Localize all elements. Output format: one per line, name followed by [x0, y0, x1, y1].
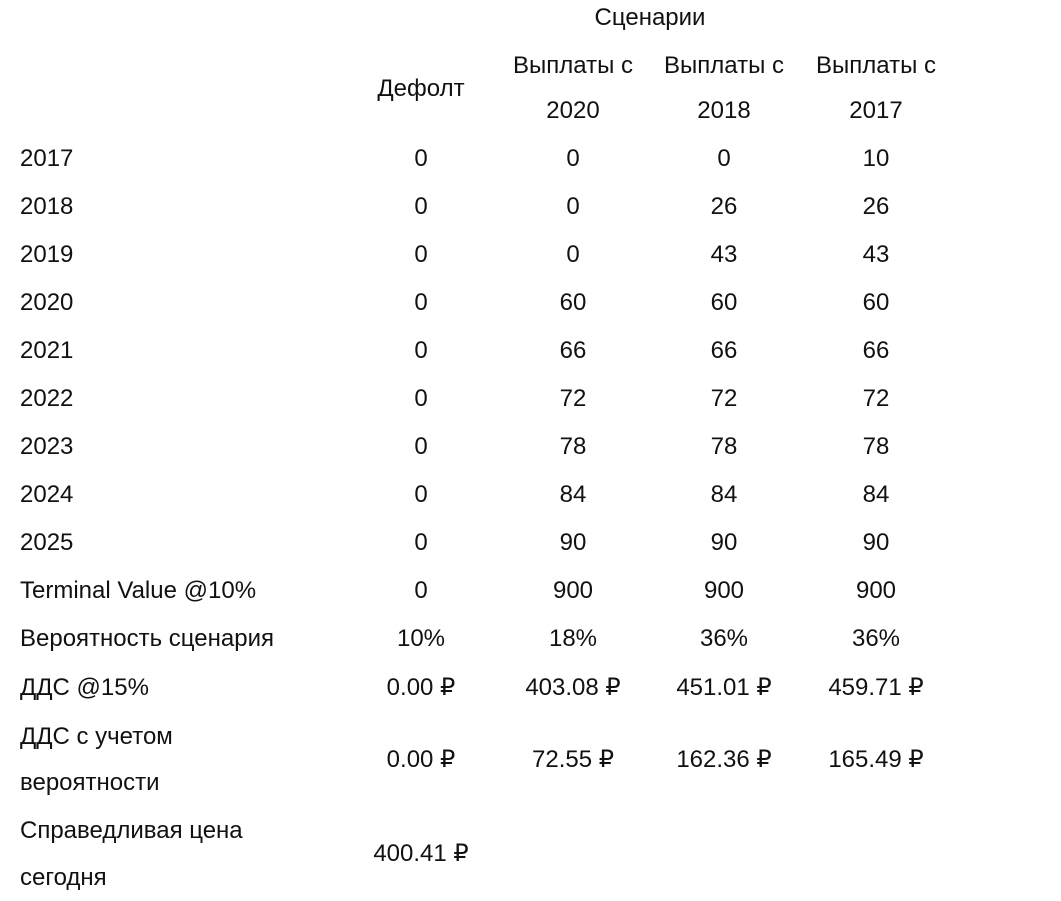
cell-default: 0	[414, 193, 428, 220]
weighted-row-label-line1: ДДС с учетом	[20, 723, 173, 750]
cell-default: 0.00 ₽	[386, 674, 456, 701]
cell-2017: 459.71 ₽	[828, 674, 924, 701]
weighted-row-label-line2: вероятности	[20, 769, 160, 796]
fair-price-label-line1: Справедливая цена	[20, 817, 243, 844]
cell-2018: 72	[710, 385, 738, 412]
col-header-default: Дефолт	[377, 75, 465, 102]
row-label: 2017	[20, 145, 74, 172]
scenarios-group-header: Сценарии	[594, 4, 706, 31]
fair-price-value: 400.41 ₽	[373, 840, 469, 867]
cell-2018: 43	[710, 241, 738, 268]
col-header-2018-line2: 2018	[697, 97, 751, 124]
cell-2020: 84	[559, 481, 587, 508]
cell-2020: 90	[559, 529, 587, 556]
row-label: ДДС @15%	[20, 674, 149, 701]
cell-default: 0	[414, 385, 428, 412]
fair-price-label-line2: сегодня	[20, 864, 107, 891]
cell-2017: 84	[862, 481, 890, 508]
cell-default: 0	[414, 289, 428, 316]
cell-2017: 66	[862, 337, 890, 364]
cell-2020: 66	[559, 337, 587, 364]
cell-2018: 36%	[699, 625, 749, 652]
col-header-2020-line1: Выплаты с	[513, 52, 633, 79]
row-label: 2023	[20, 433, 74, 460]
cell-2018: 0	[717, 145, 731, 172]
cell-2020: 0	[566, 145, 580, 172]
cell-2020: 18%	[548, 625, 598, 652]
row-label: 2020	[20, 289, 74, 316]
cell-default: 10%	[396, 625, 446, 652]
cell-default: 0	[414, 241, 428, 268]
cell-2018: 66	[710, 337, 738, 364]
cell-2020: 78	[559, 433, 587, 460]
cell-2020: 0	[566, 241, 580, 268]
row-label: 2018	[20, 193, 74, 220]
cell-default: 0	[414, 337, 428, 364]
col-header-2018-line1: Выплаты с	[664, 52, 784, 79]
cell-2017: 36%	[851, 625, 901, 652]
cell-2018: 60	[710, 289, 738, 316]
cell-2018: 84	[710, 481, 738, 508]
cell-2020: 60	[559, 289, 587, 316]
col-header-2017-line1: Выплаты с	[816, 52, 936, 79]
row-label: 2022	[20, 385, 74, 412]
cell-2018: 26	[710, 193, 738, 220]
cell-default: 0	[414, 481, 428, 508]
cell-2017: 60	[862, 289, 890, 316]
cell-default: 0	[414, 577, 428, 604]
cell-2018: 900	[703, 577, 745, 604]
cell-2020: 900	[552, 577, 594, 604]
cell-2020: 403.08 ₽	[525, 674, 621, 701]
row-label: 2021	[20, 337, 74, 364]
cell-2020: 72	[559, 385, 587, 412]
cell-2017: 72	[862, 385, 890, 412]
cell-default: 0	[414, 433, 428, 460]
cell-2017: 43	[862, 241, 890, 268]
cell-2018: 90	[710, 529, 738, 556]
weighted-cell-2018: 162.36 ₽	[676, 746, 772, 773]
cell-2017: 26	[862, 193, 890, 220]
cell-2017: 78	[862, 433, 890, 460]
col-header-2020-line2: 2020	[546, 97, 600, 124]
row-label: 2019	[20, 241, 74, 268]
cell-2017: 10	[862, 145, 890, 172]
cell-2017: 90	[862, 529, 890, 556]
cell-default: 0	[414, 529, 428, 556]
weighted-cell-2020: 72.55 ₽	[532, 746, 614, 773]
cell-2020: 0	[566, 193, 580, 220]
row-label: 2024	[20, 481, 74, 508]
cell-2018: 78	[710, 433, 738, 460]
col-header-2017-line2: 2017	[849, 97, 903, 124]
row-label: 2025	[20, 529, 74, 556]
cell-2018: 451.01 ₽	[676, 674, 772, 701]
row-label: Terminal Value @10%	[20, 577, 257, 604]
cell-default: 0	[414, 145, 428, 172]
weighted-cell-2017: 165.49 ₽	[828, 746, 924, 773]
row-label: Вероятность сценария	[20, 625, 274, 652]
cell-2017: 900	[855, 577, 897, 604]
weighted-cell-default: 0.00 ₽	[386, 746, 456, 773]
